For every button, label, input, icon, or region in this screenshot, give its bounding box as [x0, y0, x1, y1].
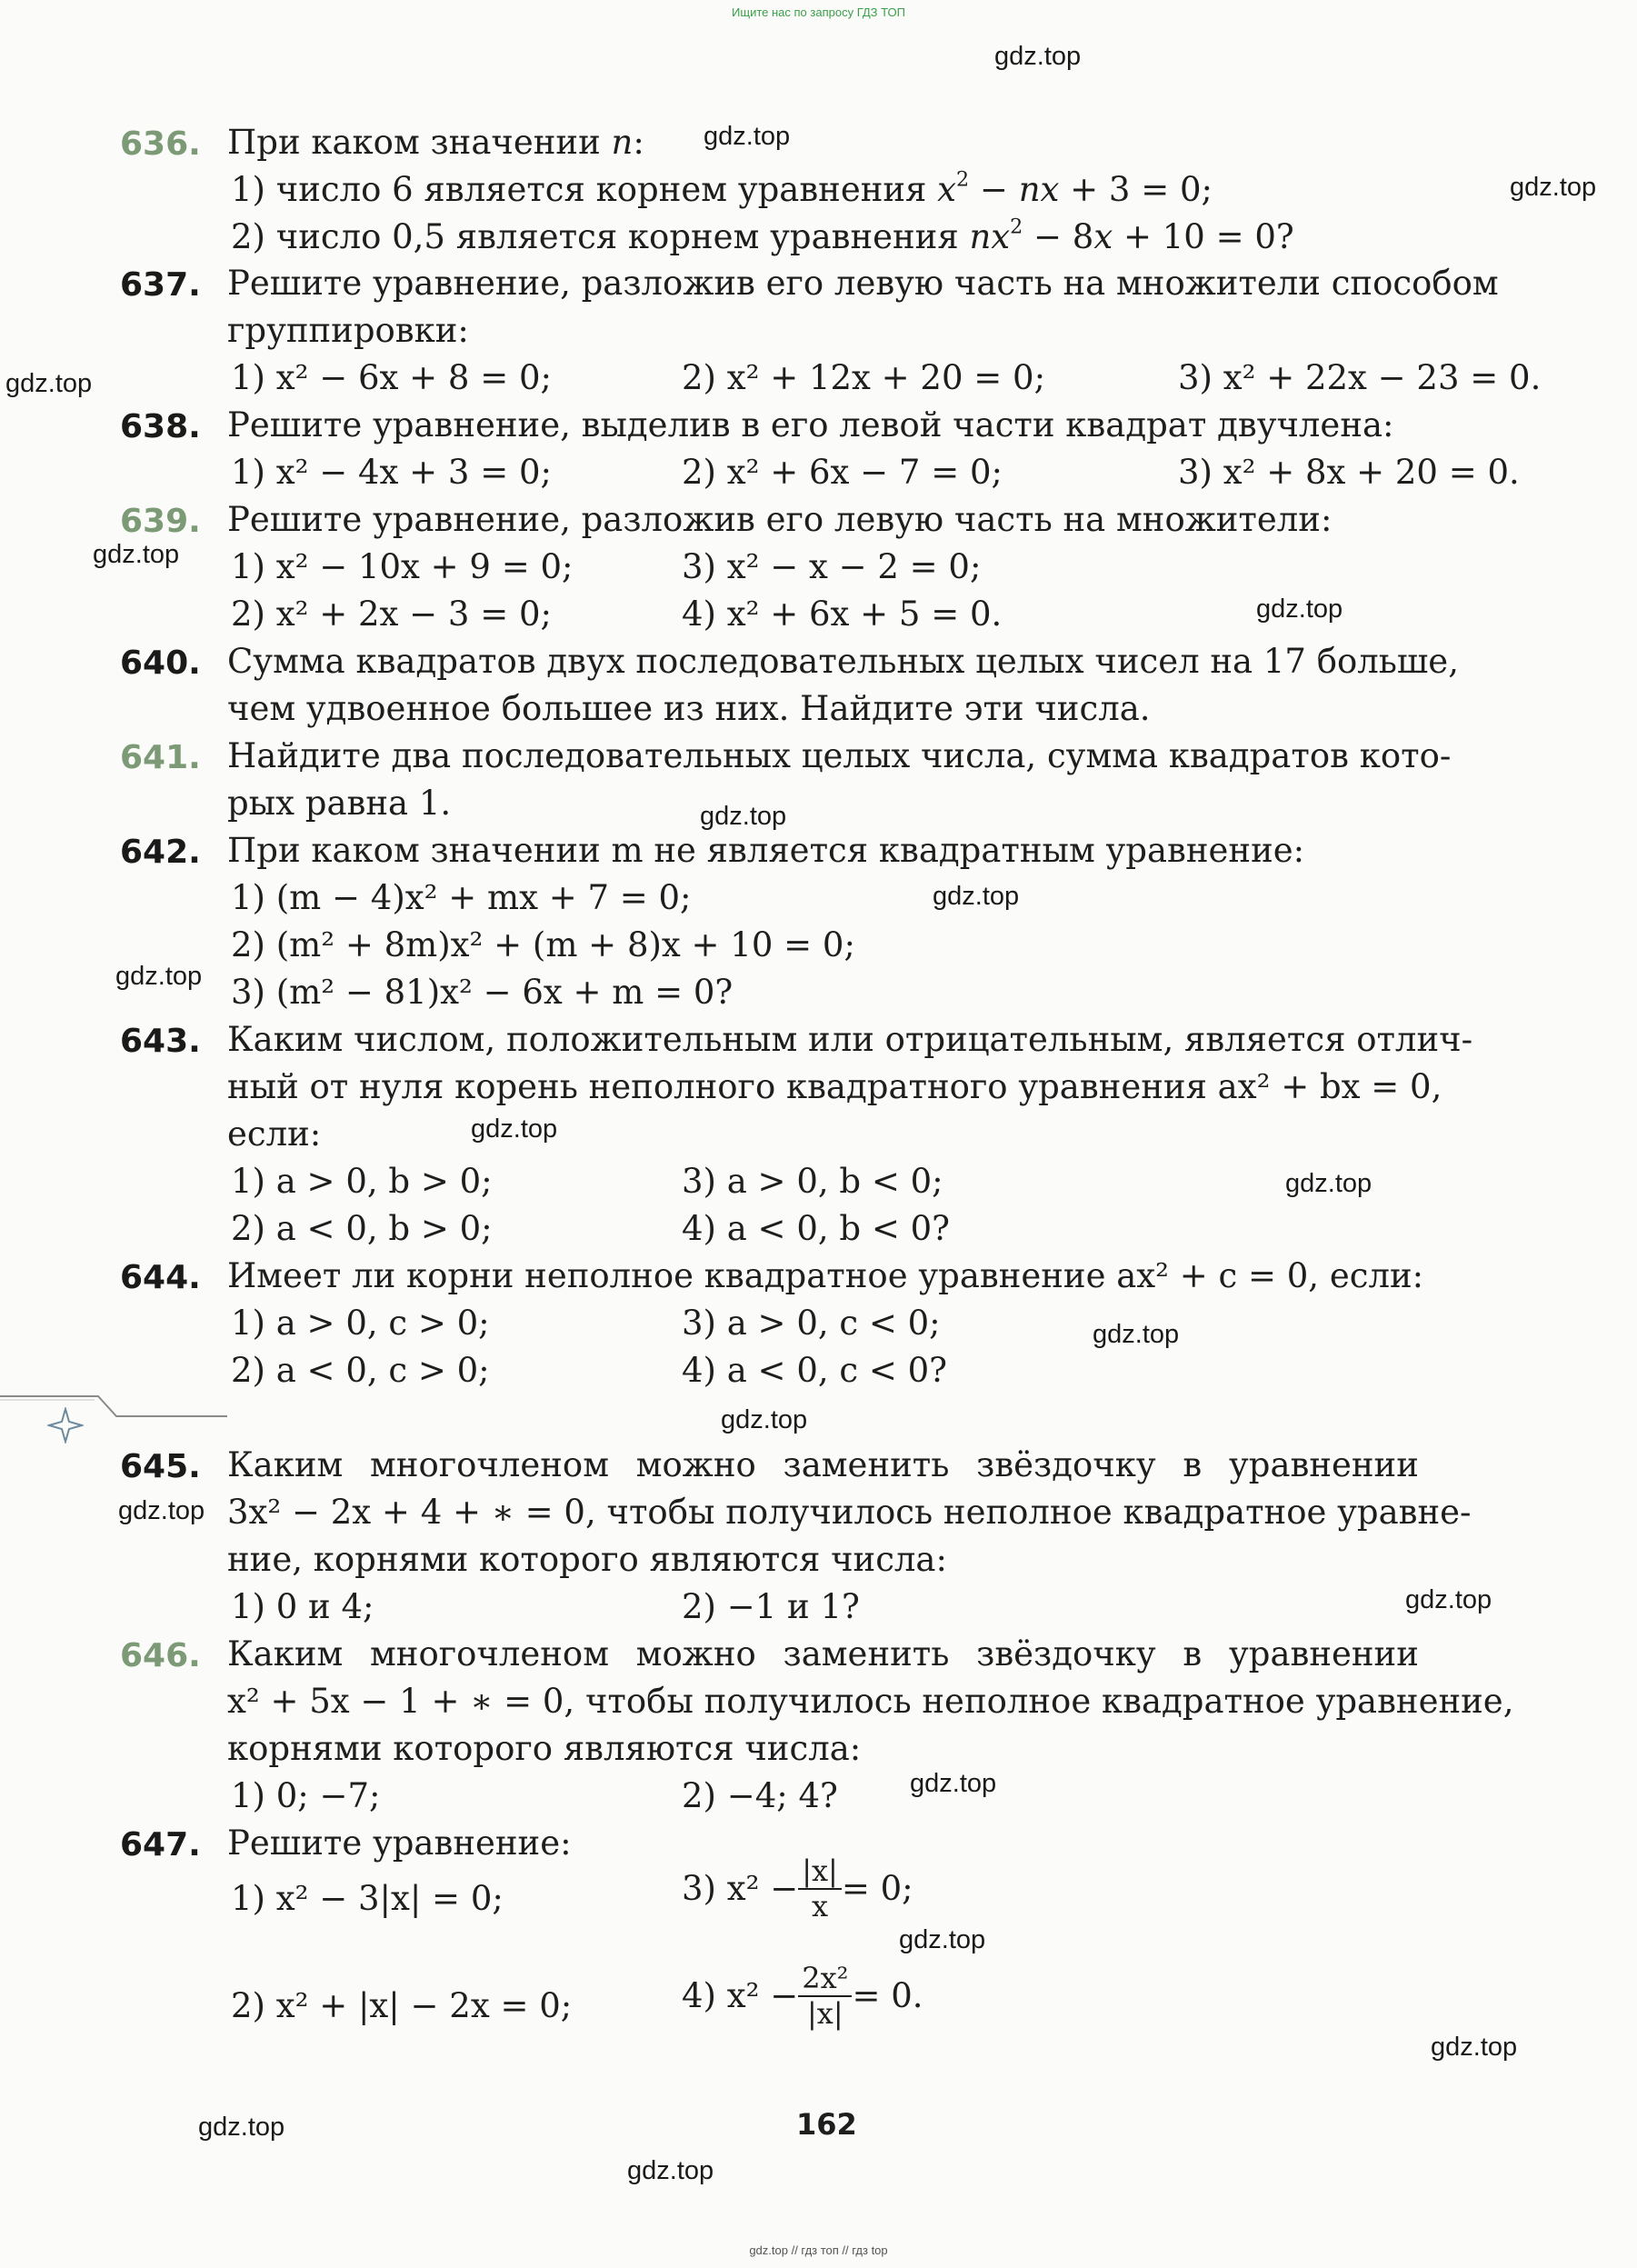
problem-option: 2) x² + 12x + 20 = 0; [682, 358, 1046, 397]
watermark: gdz.top [899, 1925, 986, 1954]
problem-text: Решите уравнение, разложив его левую часть на множители: [227, 500, 1333, 539]
page-number: 162 [796, 2107, 857, 2142]
problem-text: Решите уравнение: [227, 1823, 572, 1863]
watermark: gdz.top [704, 122, 791, 151]
problem-number: 639. [120, 503, 201, 540]
fraction: $\frac{|x|}{x}$ [798, 1854, 842, 1923]
problem-text: ный от нуля корень неполного квадратного уравнения ax² + bx = 0, [227, 1067, 1442, 1106]
problem-option: 1) число 6 является корнем уравнения $x^2$ − nx + 3 = 0; [231, 167, 1213, 209]
problem-text: рых равна 1. [227, 784, 452, 823]
watermark: gdz.top [1256, 594, 1343, 624]
problem-number: 638. [120, 408, 201, 445]
watermark: gdz.top [1431, 2033, 1518, 2062]
problem-option: 1) x² − 10x + 9 = 0; [231, 547, 574, 586]
problem-number: 640. [120, 644, 201, 682]
problem-number: 647. [120, 1826, 201, 1863]
problem-option: 1) 0; −7; [231, 1776, 381, 1815]
fraction: $\frac{\text{2x²}}{|x|}$ [798, 1962, 852, 2031]
problem-text: Имеет ли корни неполное квадратное уравнение ax² + c = 0, если: [227, 1256, 1424, 1295]
watermark: gdz.top [1405, 1585, 1492, 1614]
watermark: gdz.top [1285, 1169, 1372, 1198]
watermark: gdz.top [198, 2113, 285, 2142]
problem-option: 2) число 0,5 является корнем уравнения $nx^2 - 8x + 10 = 0$? [231, 215, 1294, 256]
problem-option: 3) x² − x − 2 = 0; [682, 547, 982, 586]
section-divider [0, 1389, 236, 1425]
problem-number: 645. [120, 1448, 201, 1485]
watermark: gdz.top [1093, 1320, 1180, 1349]
problem-number: 642. [120, 834, 201, 871]
problem-option: 2) a < 0, c > 0; [231, 1351, 490, 1390]
problem-number: 644. [120, 1259, 201, 1296]
problem-text: При каком значении n: [227, 123, 644, 162]
problem-text: 3x² − 2x + 4 + ∗ = 0, чтобы получилось неполное квадратное уравне- [227, 1493, 1472, 1532]
problem-number: 636. [120, 125, 201, 163]
problem-text: группировки: [227, 311, 469, 350]
watermark: gdz.top [115, 962, 203, 991]
problem-option: 1) a > 0, c > 0; [231, 1304, 490, 1343]
problem-option: 3) x² − $\frac{|x|}{x}$ = 0; [682, 1853, 913, 1923]
top-banner: Ищите нас по запросу ГДЗ ТОП [732, 5, 905, 19]
problem-option: 2) −4; 4? [682, 1776, 838, 1815]
problem-option: 2) x² + 6x − 7 = 0; [682, 453, 1003, 492]
watermark: gdz.top [1510, 173, 1597, 202]
problem-text: чем удвоенное большее из них. Найдите эти числа. [227, 689, 1151, 728]
problem-option: 3) x² + 8x + 20 = 0. [1178, 453, 1520, 492]
problem-text: При каком значении m не является квадратным уравнение: [227, 831, 1305, 870]
watermark: gdz.top [5, 369, 93, 398]
watermark: gdz.top [721, 1405, 808, 1434]
problem-text: x² + 5x − 1 + ∗ = 0, чтобы получилось неполное квадратное уравнение, [227, 1682, 1514, 1721]
problem-option: 2) −1 и 1? [682, 1587, 860, 1626]
problem-option: 1) x² − 6x + 8 = 0; [231, 358, 552, 397]
problem-option: 4) x² + 6x + 5 = 0. [682, 594, 1003, 634]
problem-option: 1) (m − 4)x² + mx + 7 = 0; [231, 878, 692, 917]
watermark: gdz.top [471, 1114, 558, 1144]
problem-option: 3) a > 0, b < 0; [682, 1162, 943, 1201]
watermark: gdz.top [627, 2156, 714, 2185]
problem-text: Найдите два последовательных целых числа, сумма квадратов кото- [227, 736, 1452, 775]
watermark: gdz.top [910, 1769, 997, 1798]
problem-option: 4) a < 0, c < 0? [682, 1351, 948, 1390]
watermark: gdz.top [93, 540, 180, 569]
problem-text: Решите уравнение, разложив его левую часть на множители способом [227, 264, 1499, 303]
problem-option: 2) a < 0, b > 0; [231, 1209, 493, 1248]
problem-option: 4) x² − $\frac{\text{2x²}}{|x|}$ = 0. [682, 1961, 923, 2031]
problem-number: 641. [120, 739, 201, 776]
problem-text: ние, корнями которого являются числа: [227, 1540, 947, 1579]
bottom-banner: gdz.top // гдз топ // гдз top [749, 2243, 888, 2257]
problem-text: если: [227, 1114, 322, 1154]
problem-option: 1) x² − 4x + 3 = 0; [231, 453, 552, 492]
problem-option: 1) x² − 3|x| = 0; [231, 1879, 504, 1918]
watermark: gdz.top [994, 42, 1082, 71]
watermark: gdz.top [700, 802, 787, 831]
problem-option: 2) x² + |x| − 2x = 0; [231, 1986, 573, 2025]
problem-text: Каким многочленом можно заменить звёздочку в уравнении [227, 1634, 1419, 1674]
problem-option: 1) 0 и 4; [231, 1587, 374, 1626]
watermark: gdz.top [933, 882, 1020, 911]
problem-option: 3) x² + 22x − 23 = 0. [1178, 358, 1542, 397]
watermark: gdz.top [118, 1496, 205, 1525]
problem-option: 2) x² + 2x − 3 = 0; [231, 594, 552, 634]
problem-number: 646. [120, 1637, 201, 1674]
problem-option: 4) a < 0, b < 0? [682, 1209, 950, 1248]
problem-option: 2) (m² + 8m)x² + (m + 8)x + 10 = 0; [231, 925, 855, 964]
problem-option: 1) a > 0, b > 0; [231, 1162, 493, 1201]
problem-number: 643. [120, 1023, 201, 1060]
problem-text: Сумма квадратов двух последовательных целых чисел на 17 больше, [227, 642, 1459, 681]
star-icon [47, 1407, 84, 1444]
problem-text: Решите уравнение, выделив в его левой части квадрат двучлена: [227, 405, 1394, 445]
problem-option: 3) a > 0, c < 0; [682, 1304, 941, 1343]
problem-text: корнями которого являются числа: [227, 1729, 862, 1768]
problem-option: 3) (m² − 81)x² − 6x + m = 0? [231, 973, 734, 1012]
problem-number: 637. [120, 266, 201, 304]
problem-text: Каким многочленом можно заменить звёздочку в уравнении [227, 1445, 1419, 1484]
problem-text: Каким числом, положительным или отрицательным, является отлич- [227, 1020, 1473, 1059]
